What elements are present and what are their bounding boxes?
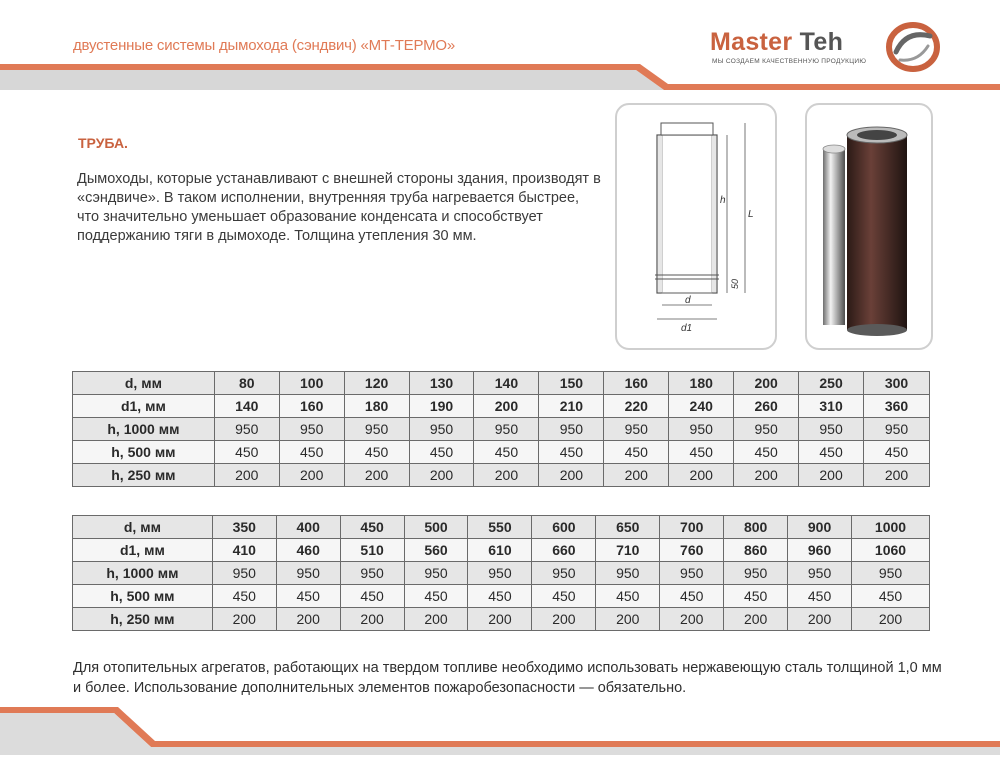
- cell: 200: [734, 372, 799, 395]
- logo-wordmark: [710, 28, 843, 57]
- cell: 550: [468, 516, 532, 539]
- cell: 450: [214, 441, 279, 464]
- cell: 180: [669, 372, 734, 395]
- cell: 200: [660, 608, 724, 631]
- cell: 140: [214, 395, 279, 418]
- cell: 450: [539, 441, 604, 464]
- cell: 200: [276, 608, 340, 631]
- cell: 1000: [852, 516, 930, 539]
- row-label: h, 1000 мм: [73, 562, 213, 585]
- label-d: d: [685, 295, 691, 306]
- row-label: d, мм: [73, 516, 213, 539]
- table-row: [73, 562, 930, 585]
- row-label: h, 500 мм: [73, 585, 213, 608]
- cell: 200: [724, 608, 788, 631]
- cell: 950: [864, 418, 930, 441]
- cell: 950: [474, 418, 539, 441]
- cell: 950: [532, 562, 596, 585]
- row-label: h, 1000 мм: [73, 418, 215, 441]
- cell: 950: [468, 562, 532, 585]
- cell: 150: [539, 372, 604, 395]
- cell: 450: [212, 585, 276, 608]
- header-title: двустенные системы дымохода (сэндвич) «МТ-ТЕРМО»: [73, 37, 456, 54]
- cell: 200: [340, 608, 404, 631]
- cell: 450: [474, 441, 539, 464]
- cell: 950: [724, 562, 788, 585]
- cell: 960: [788, 539, 852, 562]
- row-label: h, 500 мм: [73, 441, 215, 464]
- section-title: ТРУБА.: [78, 135, 128, 151]
- cell: 700: [660, 516, 724, 539]
- cell: 450: [724, 585, 788, 608]
- cell: 460: [276, 539, 340, 562]
- cell: 180: [344, 395, 409, 418]
- cell: 200: [539, 464, 604, 487]
- cell: 200: [404, 608, 468, 631]
- cell: 950: [214, 418, 279, 441]
- cell: 450: [852, 585, 930, 608]
- cell: 950: [340, 562, 404, 585]
- cell: 300: [864, 372, 930, 395]
- cell: 210: [539, 395, 604, 418]
- cell: 660: [532, 539, 596, 562]
- cell: 200: [474, 395, 539, 418]
- table-row: [73, 372, 930, 395]
- header-band: [0, 60, 1000, 90]
- logo-teh: Teh: [799, 28, 844, 56]
- cell: 200: [212, 608, 276, 631]
- cell: 250: [799, 372, 864, 395]
- label-L: L: [748, 209, 754, 220]
- cell: 800: [724, 516, 788, 539]
- row-label: h, 250 мм: [73, 464, 215, 487]
- cell: 450: [864, 441, 930, 464]
- table-row: [73, 464, 930, 487]
- cell: 650: [596, 516, 660, 539]
- spec-table-2: [72, 515, 930, 631]
- cell: 450: [409, 441, 474, 464]
- cell: 220: [604, 395, 669, 418]
- cell: 100: [279, 372, 344, 395]
- pipe-photo: [807, 105, 931, 348]
- label-h: h: [720, 195, 726, 206]
- row-label: d1, мм: [73, 539, 213, 562]
- cell: 410: [212, 539, 276, 562]
- cell: 950: [799, 418, 864, 441]
- cell: 200: [532, 608, 596, 631]
- cell: 950: [276, 562, 340, 585]
- table-row: [73, 516, 930, 539]
- cell: 240: [669, 395, 734, 418]
- cell: 260: [734, 395, 799, 418]
- cell: 760: [660, 539, 724, 562]
- cell: 560: [404, 539, 468, 562]
- cell: 950: [852, 562, 930, 585]
- cell: 160: [604, 372, 669, 395]
- table-row: [73, 441, 930, 464]
- cell: 200: [474, 464, 539, 487]
- cell: 200: [864, 464, 930, 487]
- cell: 450: [404, 585, 468, 608]
- table-row: [73, 608, 930, 631]
- pipe-drawing: [617, 105, 775, 348]
- cell: 200: [788, 608, 852, 631]
- cell: 950: [409, 418, 474, 441]
- cell: 360: [864, 395, 930, 418]
- cell: 450: [276, 585, 340, 608]
- cell: 200: [344, 464, 409, 487]
- cell: 200: [468, 608, 532, 631]
- cell: 450: [604, 441, 669, 464]
- cell: 200: [596, 608, 660, 631]
- cell: 950: [788, 562, 852, 585]
- table-row: [73, 539, 930, 562]
- cell: 450: [468, 585, 532, 608]
- cell: 310: [799, 395, 864, 418]
- cell: 950: [669, 418, 734, 441]
- cell: 190: [409, 395, 474, 418]
- cell: 450: [340, 516, 404, 539]
- cell: 450: [340, 585, 404, 608]
- cell: 130: [409, 372, 474, 395]
- cell: 950: [404, 562, 468, 585]
- cell: 450: [799, 441, 864, 464]
- cell: 450: [660, 585, 724, 608]
- cell: 500: [404, 516, 468, 539]
- cell: 950: [539, 418, 604, 441]
- cell: 510: [340, 539, 404, 562]
- cell: 450: [596, 585, 660, 608]
- cell: 600: [532, 516, 596, 539]
- table-row: [73, 585, 930, 608]
- cell: 1060: [852, 539, 930, 562]
- cell: 120: [344, 372, 409, 395]
- cell: 450: [734, 441, 799, 464]
- cell: 950: [604, 418, 669, 441]
- label-50: 50: [730, 278, 740, 289]
- cell: 200: [279, 464, 344, 487]
- footer-band: [0, 695, 1000, 755]
- cell: 140: [474, 372, 539, 395]
- logo-tagline: МЫ СОЗДАЕМ КАЧЕСТВЕННУЮ ПРОДУКЦИЮ: [712, 58, 867, 65]
- row-label: d1, мм: [73, 395, 215, 418]
- cell: 200: [669, 464, 734, 487]
- cell: 200: [734, 464, 799, 487]
- cell: 950: [734, 418, 799, 441]
- cell: 160: [279, 395, 344, 418]
- cell: 450: [279, 441, 344, 464]
- cell: 450: [532, 585, 596, 608]
- cell: 900: [788, 516, 852, 539]
- cell: 950: [660, 562, 724, 585]
- table-row: [73, 418, 930, 441]
- cell: 950: [344, 418, 409, 441]
- cell: 860: [724, 539, 788, 562]
- cell: 450: [788, 585, 852, 608]
- cell: 610: [468, 539, 532, 562]
- cell: 450: [344, 441, 409, 464]
- cell: 200: [604, 464, 669, 487]
- cell: 200: [409, 464, 474, 487]
- pipe-drawing-frame: [615, 103, 777, 350]
- intro-text: Дымоходы, которые устанавливают с внешней стороны здания, производят в «сэндвиче». В таком исполнении, внутренняя труба нагревается быстрее, что значительно уменьшает образование конденсата и способствует поддержанию тяги в дымоходе. Толщина утепления 30 мм.: [77, 171, 601, 244]
- cell: 80: [214, 372, 279, 395]
- cell: 350: [212, 516, 276, 539]
- cell: 450: [669, 441, 734, 464]
- row-label: d, мм: [73, 372, 215, 395]
- cell: 950: [596, 562, 660, 585]
- cell: 950: [212, 562, 276, 585]
- cell: 710: [596, 539, 660, 562]
- table-row: [73, 395, 930, 418]
- cell: 200: [852, 608, 930, 631]
- cell: 200: [799, 464, 864, 487]
- spec-table-1: [72, 371, 930, 487]
- row-label: h, 250 мм: [73, 608, 213, 631]
- label-d1: d1: [681, 323, 693, 334]
- cell: 400: [276, 516, 340, 539]
- logo-master: Master: [710, 28, 793, 56]
- pipe-photo-frame: [805, 103, 933, 350]
- cell: 950: [279, 418, 344, 441]
- cell: 200: [214, 464, 279, 487]
- footnote: Для отопительных агрегатов, работающих на твердом топливе необходимо использовать нержавеющую сталь толщиной 1,0 мм и более. Использование дополнительных элементов пожаробезопасности — обязательно.: [73, 660, 942, 696]
